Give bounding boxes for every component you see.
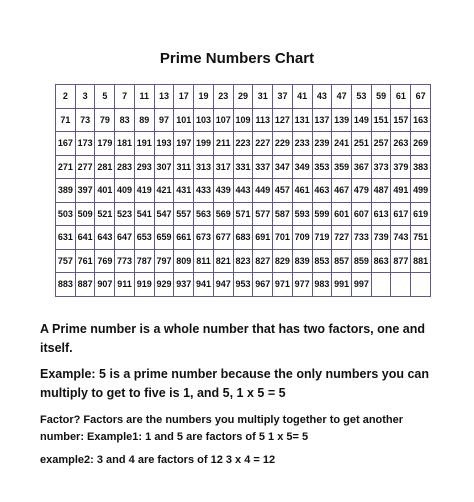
table-cell: 809 (174, 249, 194, 273)
table-cell: 317 (213, 155, 233, 179)
table-cell: 523 (115, 202, 135, 226)
table-cell: 353 (312, 155, 332, 179)
table-row (56, 132, 431, 156)
table-cell: 167 (56, 132, 76, 156)
table-cell: 61 (391, 85, 411, 109)
table-cell: 199 (194, 132, 214, 156)
table-cell: 991 (332, 273, 352, 297)
table-cell: 883 (56, 273, 76, 297)
table-cell: 449 (253, 179, 273, 203)
table-cell: 659 (154, 226, 174, 250)
table-cell: 859 (352, 249, 372, 273)
table-cell: 827 (253, 249, 273, 273)
table-cell (371, 273, 391, 297)
table-cell: 853 (312, 249, 332, 273)
table-row (56, 108, 431, 132)
table-cell: 863 (371, 249, 391, 273)
table-cell: 293 (134, 155, 154, 179)
definition-paragraph: A Prime number is a whole number that has two factors, one and itself. (40, 322, 426, 355)
table-cell: 947 (213, 273, 233, 297)
table-cell: 547 (154, 202, 174, 226)
table-row (56, 273, 431, 297)
table-cell: 239 (312, 132, 332, 156)
table-cell: 359 (332, 155, 352, 179)
table-cell: 977 (292, 273, 312, 297)
table-cell: 631 (56, 226, 76, 250)
table-cell: 163 (411, 108, 431, 132)
table-cell: 661 (174, 226, 194, 250)
table-cell: 223 (233, 132, 253, 156)
table-cell: 463 (312, 179, 332, 203)
table-cell: 641 (75, 226, 95, 250)
table-cell: 601 (332, 202, 352, 226)
table-cell: 337 (253, 155, 273, 179)
table-cell: 269 (411, 132, 431, 156)
table-cell: 733 (352, 226, 372, 250)
table-cell: 11 (134, 85, 154, 109)
table-cell: 593 (292, 202, 312, 226)
table-cell: 433 (194, 179, 214, 203)
table-cell: 719 (312, 226, 332, 250)
table-cell: 43 (312, 85, 332, 109)
table-cell: 773 (115, 249, 135, 273)
table-cell: 421 (154, 179, 174, 203)
factor-line-2: number: Example1: 1 and 5 are factors of 5 1 x 5= 5 (40, 431, 309, 443)
table-cell: 971 (273, 273, 293, 297)
table-cell: 13 (154, 85, 174, 109)
table-cell: 2 (56, 85, 76, 109)
table-cell: 757 (56, 249, 76, 273)
table-cell: 271 (56, 155, 76, 179)
table-cell: 233 (292, 132, 312, 156)
table-cell: 887 (75, 273, 95, 297)
table-cell: 919 (134, 273, 154, 297)
table-cell: 691 (253, 226, 273, 250)
table-cell: 911 (115, 273, 135, 297)
table-cell: 617 (391, 202, 411, 226)
table-cell: 283 (115, 155, 135, 179)
table-cell: 643 (95, 226, 115, 250)
table-cell: 31 (253, 85, 273, 109)
table-cell: 401 (95, 179, 115, 203)
table-cell: 373 (371, 155, 391, 179)
table-cell: 41 (292, 85, 312, 109)
table-cell: 17 (174, 85, 194, 109)
table-cell: 937 (174, 273, 194, 297)
table-cell: 103 (194, 108, 214, 132)
table-cell: 521 (95, 202, 115, 226)
table-cell: 499 (411, 179, 431, 203)
table-cell: 139 (332, 108, 352, 132)
table-cell: 509 (75, 202, 95, 226)
table-cell: 227 (253, 132, 273, 156)
table-cell: 761 (75, 249, 95, 273)
factor-paragraph (40, 412, 460, 446)
table-cell: 347 (273, 155, 293, 179)
prime-table-body (56, 85, 431, 297)
table-cell: 541 (134, 202, 154, 226)
table-cell: 683 (233, 226, 253, 250)
table-cell (391, 273, 411, 297)
table-cell: 79 (95, 108, 115, 132)
table-cell: 211 (213, 132, 233, 156)
table-cell: 97 (154, 108, 174, 132)
table-cell: 727 (332, 226, 352, 250)
table-cell: 409 (115, 179, 135, 203)
table-cell: 191 (134, 132, 154, 156)
page-title: Prime Numbers Chart (159, 50, 315, 67)
table-cell: 173 (75, 132, 95, 156)
table-cell: 823 (233, 249, 253, 273)
table-cell: 439 (213, 179, 233, 203)
table-cell: 113 (253, 108, 273, 132)
table-cell: 503 (56, 202, 76, 226)
table-cell: 281 (95, 155, 115, 179)
table-cell: 997 (352, 273, 372, 297)
table-cell: 571 (233, 202, 253, 226)
table-cell: 569 (213, 202, 233, 226)
table-cell: 197 (174, 132, 194, 156)
table-cell: 811 (194, 249, 214, 273)
table-cell: 389 (56, 179, 76, 203)
table-cell: 647 (115, 226, 135, 250)
table-cell: 877 (391, 249, 411, 273)
table-cell: 53 (352, 85, 372, 109)
table-cell: 157 (391, 108, 411, 132)
table-cell: 769 (95, 249, 115, 273)
table-cell: 563 (194, 202, 214, 226)
table-cell: 673 (194, 226, 214, 250)
table-cell: 83 (115, 108, 135, 132)
example-paragraph: Example: 5 is a prime number because the only numbers you can multiply to get to five is 1, and 5, 1 x 5 = 5 (40, 367, 430, 400)
table-cell: 829 (273, 249, 293, 273)
table-cell: 953 (233, 273, 253, 297)
table-cell: 457 (273, 179, 293, 203)
table-cell: 461 (292, 179, 312, 203)
table-cell: 491 (391, 179, 411, 203)
table-cell: 467 (332, 179, 352, 203)
table-cell: 701 (273, 226, 293, 250)
table-cell: 229 (273, 132, 293, 156)
table-cell: 677 (213, 226, 233, 250)
table-cell: 751 (411, 226, 431, 250)
table-cell: 709 (292, 226, 312, 250)
table-cell: 577 (253, 202, 273, 226)
table-cell: 797 (154, 249, 174, 273)
table-row (56, 179, 431, 203)
table-cell: 587 (273, 202, 293, 226)
table-cell: 109 (233, 108, 253, 132)
table-cell: 743 (391, 226, 411, 250)
table-cell: 127 (273, 108, 293, 132)
table-cell: 59 (371, 85, 391, 109)
table-cell: 257 (371, 132, 391, 156)
table-cell: 379 (391, 155, 411, 179)
table-cell: 941 (194, 273, 214, 297)
table-cell: 73 (75, 108, 95, 132)
table-cell: 857 (332, 249, 352, 273)
table-cell: 277 (75, 155, 95, 179)
table-cell: 251 (352, 132, 372, 156)
table-cell: 599 (312, 202, 332, 226)
table-cell: 107 (213, 108, 233, 132)
table-cell: 787 (134, 249, 154, 273)
prime-numbers-table (55, 84, 431, 297)
table-cell: 619 (411, 202, 431, 226)
table-cell: 431 (174, 179, 194, 203)
table-cell: 179 (95, 132, 115, 156)
table-cell: 131 (292, 108, 312, 132)
table-cell: 149 (352, 108, 372, 132)
table-cell: 397 (75, 179, 95, 203)
table-cell: 739 (371, 226, 391, 250)
table-cell: 419 (134, 179, 154, 203)
table-cell: 47 (332, 85, 352, 109)
table-cell: 383 (411, 155, 431, 179)
table-cell: 151 (371, 108, 391, 132)
table-cell: 181 (115, 132, 135, 156)
table-cell: 71 (56, 108, 76, 132)
table-row (56, 226, 431, 250)
table-cell: 487 (371, 179, 391, 203)
table-cell: 967 (253, 273, 273, 297)
table-cell: 23 (213, 85, 233, 109)
table-cell: 7 (115, 85, 135, 109)
table-cell: 557 (174, 202, 194, 226)
table-cell: 89 (134, 108, 154, 132)
table-cell: 613 (371, 202, 391, 226)
table-cell: 929 (154, 273, 174, 297)
table-cell: 193 (154, 132, 174, 156)
table-cell: 101 (174, 108, 194, 132)
table-cell: 839 (292, 249, 312, 273)
table-cell: 821 (213, 249, 233, 273)
table-cell: 29 (233, 85, 253, 109)
factor-line-1: Factor? Factors are the numbers you multiply together to get another (40, 414, 404, 426)
table-row (56, 202, 431, 226)
table-row (56, 249, 431, 273)
table-cell: 37 (273, 85, 293, 109)
table-cell: 67 (411, 85, 431, 109)
table-cell (411, 273, 431, 297)
table-cell: 367 (352, 155, 372, 179)
table-cell: 607 (352, 202, 372, 226)
table-cell: 479 (352, 179, 372, 203)
table-cell: 19 (194, 85, 214, 109)
table-cell: 881 (411, 249, 431, 273)
table-cell: 653 (134, 226, 154, 250)
table-cell: 331 (233, 155, 253, 179)
table-cell: 241 (332, 132, 352, 156)
table-row (56, 155, 431, 179)
table-cell: 349 (292, 155, 312, 179)
table-row (56, 85, 431, 109)
table-cell: 263 (391, 132, 411, 156)
table-cell: 983 (312, 273, 332, 297)
table-cell: 137 (312, 108, 332, 132)
example2-paragraph: example2: 3 and 4 are factors of 12 3 x 4 = 12 (40, 454, 276, 466)
table-cell: 313 (194, 155, 214, 179)
table-cell: 311 (174, 155, 194, 179)
table-cell: 307 (154, 155, 174, 179)
table-cell: 5 (95, 85, 115, 109)
table-cell: 443 (233, 179, 253, 203)
table-cell: 907 (95, 273, 115, 297)
table-cell: 3 (75, 85, 95, 109)
